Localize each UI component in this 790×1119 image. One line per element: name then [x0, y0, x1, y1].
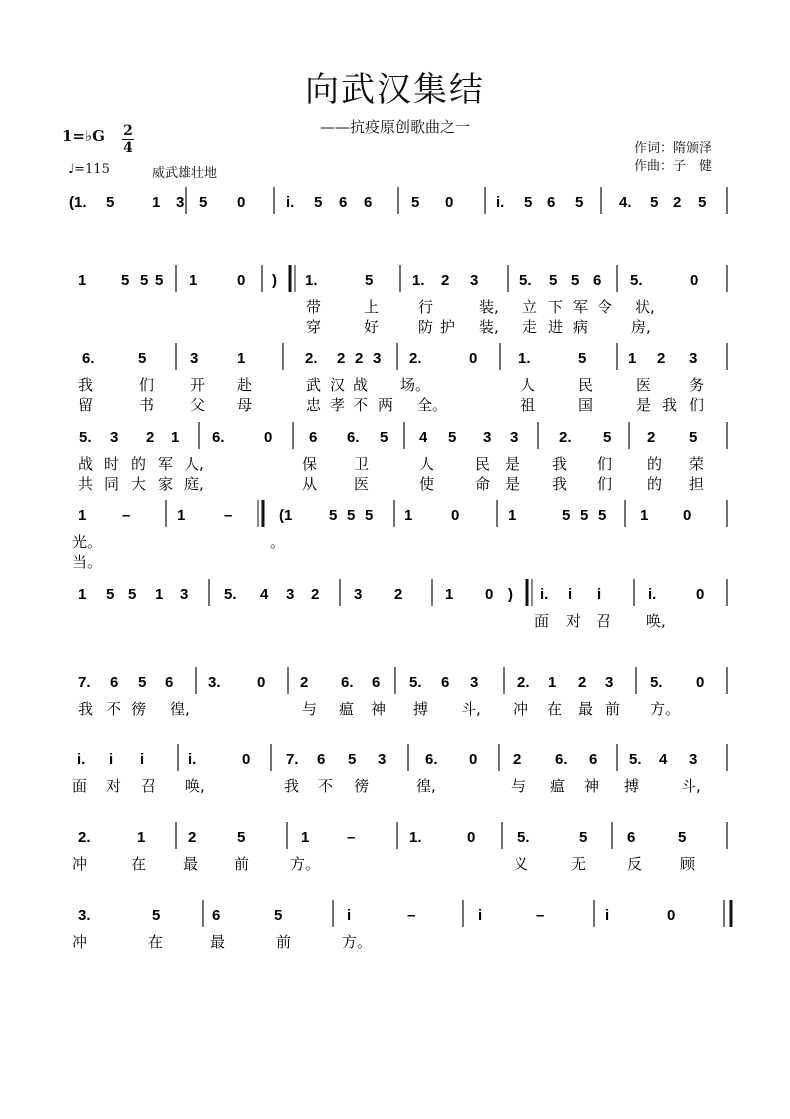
note: 2 — [355, 350, 364, 367]
lyric-syllable: 。 — [270, 533, 286, 551]
note: 2 — [311, 586, 320, 603]
lyric-syllable: 人 — [520, 376, 536, 394]
lyric-syllable: 当。 — [72, 553, 103, 571]
note: 1 — [137, 829, 146, 846]
note: 2 — [657, 350, 666, 367]
lyric-syllable: 装, — [479, 298, 499, 316]
lyric-syllable: 是 — [505, 475, 521, 493]
note: 3 — [605, 674, 614, 691]
note: 6. — [341, 674, 354, 691]
lyric-syllable: 共 — [78, 475, 94, 493]
note: 0 — [667, 907, 676, 924]
lyric-syllable: 防 — [418, 318, 434, 336]
note: 6 — [110, 674, 119, 691]
lyric-syllable: 卫 — [354, 455, 370, 473]
lyric-syllable: 令 — [597, 298, 613, 316]
note: (1 — [279, 507, 293, 524]
lyric-syllable: 徨, — [416, 777, 436, 795]
note: 3 — [190, 350, 199, 367]
note: 6 — [372, 674, 381, 691]
note: 3 — [483, 429, 492, 446]
note: i — [109, 751, 114, 768]
note: 5 — [106, 586, 115, 603]
note: 6 — [317, 751, 326, 768]
lyric-syllable: 战 — [78, 455, 94, 473]
note: 5 — [152, 907, 161, 924]
note: 5 — [140, 272, 149, 289]
note: 1 — [237, 350, 246, 367]
lyric-syllable: 母 — [237, 396, 253, 414]
note: i. — [648, 586, 657, 603]
composer-credit: 作曲：子 健 — [634, 159, 713, 174]
note: 0 — [683, 507, 692, 524]
lyric-syllable: 开 — [190, 376, 206, 394]
lyric-syllable: 行 — [418, 298, 434, 316]
note: 6 — [441, 674, 450, 691]
note: 0 — [485, 586, 494, 603]
lyric-syllable: 汉 — [330, 376, 346, 394]
note: 5 — [448, 429, 457, 446]
note: 5 — [580, 507, 589, 524]
note: 1 — [155, 586, 164, 603]
lyric-syllable: 方。 — [650, 700, 681, 718]
lyric-syllable: 面 — [72, 777, 88, 795]
note: 6 — [339, 194, 348, 211]
lyric-syllable: 命 — [475, 475, 491, 493]
note: 5 — [598, 507, 607, 524]
note: 0 — [242, 751, 251, 768]
note: i — [597, 586, 602, 603]
note: i. — [496, 194, 505, 211]
lyric-syllable: 家 — [158, 475, 174, 493]
lyric-syllable: 从 — [302, 475, 318, 493]
lyric-syllable: 方。 — [342, 933, 373, 951]
note: 3 — [180, 586, 189, 603]
lyric-syllable: 的 — [131, 455, 147, 473]
note: 1 — [508, 507, 517, 524]
lyric-syllable: 好 — [364, 318, 380, 336]
note: 5 — [347, 507, 356, 524]
note: 3 — [470, 674, 479, 691]
lyric-syllable: 对 — [566, 612, 582, 630]
note: 5 — [128, 586, 137, 603]
lyric-syllable: 房, — [631, 318, 651, 336]
note: 2 — [578, 674, 587, 691]
note: 4 — [659, 751, 668, 768]
note: 2 — [441, 272, 450, 289]
lyric-syllable: 方。 — [290, 855, 321, 873]
lyric-syllable: 徬 — [354, 777, 370, 795]
lyric-syllable: 徨, — [170, 700, 190, 718]
note: 5 — [365, 507, 374, 524]
lyric-syllable: 斗, — [461, 700, 481, 718]
note: 5 — [314, 194, 323, 211]
note: i — [568, 586, 573, 603]
note: 3 — [354, 586, 363, 603]
lyric-syllable: 瘟 — [339, 700, 355, 718]
note: 6 — [212, 907, 221, 924]
lyric-syllable: 我 — [552, 475, 568, 493]
note: 0 — [469, 751, 478, 768]
lyric-syllable: 战 — [353, 376, 369, 394]
lyric-syllable: 的 — [647, 455, 663, 473]
lyric-syllable: 留 — [78, 396, 94, 414]
lyric-syllable: 是 — [636, 396, 652, 414]
note: 6 — [309, 429, 318, 446]
note: 1 — [628, 350, 637, 367]
note: 5. — [517, 829, 530, 846]
lyric-syllable: 父 — [190, 396, 206, 414]
note: 5 — [138, 674, 147, 691]
note: 0 — [237, 272, 246, 289]
lyric-syllable: 保 — [302, 455, 318, 473]
note: 2 — [673, 194, 682, 211]
time-signature-bottom: 4 — [123, 140, 133, 156]
note: 3 — [689, 751, 698, 768]
note: 5 — [549, 272, 558, 289]
note: 4 — [260, 586, 269, 603]
lyric-syllable: 两 — [378, 396, 394, 414]
note: 5. — [409, 674, 422, 691]
lyric-syllable: 我 — [78, 376, 94, 394]
note: 5 — [603, 429, 612, 446]
note: i — [347, 907, 352, 924]
lyric-syllable: 们 — [689, 396, 705, 414]
note: i. — [188, 751, 197, 768]
note: 1. — [409, 829, 422, 846]
note: 6. — [347, 429, 360, 446]
note: 6 — [589, 751, 598, 768]
lyric-syllable: 时 — [104, 455, 120, 473]
lyric-syllable: 斗, — [681, 777, 701, 795]
lyric-syllable: 冲 — [72, 933, 88, 951]
note: 0 — [264, 429, 273, 446]
note: (1. — [69, 194, 87, 211]
note: 5 — [106, 194, 115, 211]
lyric-syllable: 搏 — [624, 777, 640, 795]
note: 3 — [378, 751, 387, 768]
note: – — [122, 507, 131, 524]
note: 5 — [678, 829, 687, 846]
lyric-syllable: 神 — [584, 777, 600, 795]
lyric-syllable: 我 — [78, 700, 94, 718]
note: 2 — [647, 429, 656, 446]
note: 3 — [689, 350, 698, 367]
note: 1 — [189, 272, 198, 289]
note: 2 — [188, 829, 197, 846]
lyric-syllable: 唤, — [646, 612, 666, 630]
note: i. — [77, 751, 86, 768]
note: 0 — [696, 674, 705, 691]
lyric-syllable: 我 — [552, 455, 568, 473]
lyric-syllable: 徬 — [131, 700, 147, 718]
note: 5. — [629, 751, 642, 768]
note: 0 — [690, 272, 699, 289]
lyric-syllable: 人 — [419, 455, 435, 473]
lyric-syllable: 场。 — [400, 376, 431, 394]
note: 5. — [79, 429, 92, 446]
note: 7. — [78, 674, 91, 691]
lyric-syllable: 祖 — [520, 396, 536, 414]
note: 5. — [630, 272, 643, 289]
note: 5. — [650, 674, 663, 691]
note: 6 — [593, 272, 602, 289]
note: i. — [540, 586, 549, 603]
note: 5 — [237, 829, 246, 846]
lyric-syllable: 最 — [210, 933, 226, 951]
lyric-syllable: 们 — [597, 475, 613, 493]
note: 5 — [138, 350, 147, 367]
note: 5 — [575, 194, 584, 211]
note: 0 — [696, 586, 705, 603]
note: i — [140, 751, 145, 768]
time-signature-top: 2 — [123, 123, 133, 139]
note: 1 — [78, 507, 87, 524]
song-title: 向武汉集结 — [305, 70, 485, 110]
song-subtitle: ——抗疫原创歌曲之一 — [319, 118, 470, 136]
note: 5 — [579, 829, 588, 846]
note: 5 — [562, 507, 571, 524]
note: 2. — [559, 429, 572, 446]
lyric-syllable: 护 — [440, 318, 456, 336]
note: 4 — [419, 429, 428, 446]
note: 0 — [257, 674, 266, 691]
note: i — [478, 907, 483, 924]
note: ) — [272, 272, 277, 289]
lyric-syllable: 无 — [571, 855, 587, 873]
lyric-syllable: 在 — [547, 700, 563, 718]
note: 2. — [305, 350, 318, 367]
lyric-syllable: 穿 — [306, 318, 322, 336]
lyric-syllable: 病 — [573, 318, 589, 336]
lyric-syllable: 光。 — [72, 533, 103, 551]
note: 3 — [176, 194, 185, 211]
note: 0 — [237, 194, 246, 211]
note: ) — [508, 586, 513, 603]
note: 1 — [78, 272, 87, 289]
note: 6. — [555, 751, 568, 768]
note: 3. — [78, 907, 91, 924]
lyric-syllable: 大 — [131, 475, 147, 493]
lyric-syllable: 走 — [522, 318, 538, 336]
lyric-syllable: 对 — [106, 777, 122, 795]
note: 1 — [548, 674, 557, 691]
lyric-syllable: 医 — [354, 475, 370, 493]
lyric-syllable: 务 — [689, 376, 705, 394]
lyric-syllable: 装, — [479, 318, 499, 336]
note: 5 — [365, 272, 374, 289]
note: 0 — [467, 829, 476, 846]
lyric-syllable: 神 — [371, 700, 387, 718]
lyric-syllable: 带 — [306, 298, 322, 316]
note: 5 — [274, 907, 283, 924]
lyric-syllable: 进 — [548, 318, 564, 336]
note: 5 — [329, 507, 338, 524]
note: 6 — [547, 194, 556, 211]
note: 5 — [698, 194, 707, 211]
lyric-syllable: 我 — [284, 777, 300, 795]
lyric-syllable: 们 — [597, 455, 613, 473]
note: 5. — [224, 586, 237, 603]
lyric-syllable: 在 — [131, 855, 147, 873]
note: 1 — [640, 507, 649, 524]
lyric-syllable: 书 — [139, 396, 155, 414]
note: 3 — [286, 586, 295, 603]
note: 2. — [517, 674, 530, 691]
lyric-syllable: 与 — [302, 700, 318, 718]
note: 5 — [524, 194, 533, 211]
lyric-syllable: 全。 — [417, 396, 448, 414]
lyric-syllable: 军 — [573, 298, 589, 316]
note: 6. — [212, 429, 225, 446]
lyric-syllable: 不 — [106, 700, 122, 718]
lyric-syllable: 召 — [596, 612, 612, 630]
lyric-syllable: 下 — [548, 298, 564, 316]
note: 1 — [301, 829, 310, 846]
lyricist-credit: 作词：隋颁泽 — [634, 141, 713, 156]
note: – — [347, 829, 356, 846]
lyric-syllable: 义 — [513, 855, 529, 873]
lyric-syllable: 召 — [141, 777, 157, 795]
lyric-syllable: 面 — [534, 612, 550, 630]
note: 1 — [171, 429, 180, 446]
note: 7. — [286, 751, 299, 768]
expression-marking: 威武雄壮地 — [152, 166, 218, 181]
key-signature: 1=♭G — [62, 127, 105, 145]
lyric-syllable: 民 — [475, 455, 491, 473]
lyric-syllable: 唤, — [185, 777, 205, 795]
lyric-syllable: 孝 — [330, 396, 346, 414]
note: 5 — [121, 272, 130, 289]
note: 5 — [155, 272, 164, 289]
note: 2 — [300, 674, 309, 691]
lyric-syllable: 在 — [148, 933, 164, 951]
lyric-syllable: 赴 — [237, 376, 253, 394]
note: 0 — [445, 194, 454, 211]
lyric-syllable: 前 — [234, 855, 250, 873]
lyric-syllable: 前 — [276, 933, 292, 951]
lyric-syllable: 反 — [627, 855, 643, 873]
lyric-syllable: 民 — [578, 376, 594, 394]
note: 5 — [650, 194, 659, 211]
lyric-syllable: 瘟 — [550, 777, 566, 795]
note: 6 — [165, 674, 174, 691]
lyric-syllable: 搏 — [413, 700, 429, 718]
lyric-syllable: 不 — [318, 777, 334, 795]
note: 6. — [425, 751, 438, 768]
note: 2. — [409, 350, 422, 367]
note: 1. — [305, 272, 318, 289]
note: i — [605, 907, 610, 924]
lyric-syllable: 担 — [689, 475, 705, 493]
lyric-syllable: 忠 — [306, 396, 322, 414]
note: 5 — [571, 272, 580, 289]
lyric-syllable: 立 — [522, 298, 538, 316]
note: 1. — [412, 272, 425, 289]
note: – — [407, 907, 416, 924]
note: – — [536, 907, 545, 924]
note: 3 — [510, 429, 519, 446]
note: 3 — [470, 272, 479, 289]
note: 2 — [394, 586, 403, 603]
lyric-syllable: 使 — [419, 475, 435, 493]
note: 0 — [469, 350, 478, 367]
note: 3. — [208, 674, 221, 691]
lyric-syllable: 冲 — [513, 700, 529, 718]
lyric-syllable: 状, — [635, 298, 655, 316]
note: – — [224, 507, 233, 524]
lyric-syllable: 前 — [605, 700, 621, 718]
lyric-syllable: 的 — [647, 475, 663, 493]
note: 2 — [337, 350, 346, 367]
lyric-syllable: 国 — [578, 396, 594, 414]
note: 6 — [364, 194, 373, 211]
note: 1 — [445, 586, 454, 603]
note: 2 — [513, 751, 522, 768]
note: 6 — [627, 829, 636, 846]
note: 5 — [380, 429, 389, 446]
note: 0 — [451, 507, 460, 524]
lyric-syllable: 军 — [158, 455, 174, 473]
note: 2. — [78, 829, 91, 846]
note: 5 — [578, 350, 587, 367]
lyric-syllable: 冲 — [72, 855, 88, 873]
lyric-syllable: 上 — [364, 298, 380, 316]
lyric-syllable: 荣 — [689, 455, 705, 473]
lyric-syllable: 医 — [636, 376, 652, 394]
note: 1 — [78, 586, 87, 603]
note: 4. — [619, 194, 632, 211]
note: 6. — [82, 350, 95, 367]
lyric-syllable: 庭, — [184, 475, 204, 493]
lyric-syllable: 同 — [104, 475, 120, 493]
note: 2 — [146, 429, 155, 446]
lyric-syllable: 顾 — [680, 855, 696, 873]
note: 1 — [404, 507, 413, 524]
lyric-syllable: 武 — [306, 376, 322, 394]
note: i. — [286, 194, 295, 211]
note: 5 — [411, 194, 420, 211]
lyric-syllable: 最 — [578, 700, 594, 718]
note: 1 — [152, 194, 161, 211]
lyric-syllable: 不 — [353, 396, 369, 414]
note: 1. — [518, 350, 531, 367]
lyric-syllable: 们 — [139, 376, 155, 394]
note: 5 — [689, 429, 698, 446]
note: 5 — [199, 194, 208, 211]
tempo-marking: ♩=115 — [68, 162, 110, 177]
lyric-syllable: 与 — [511, 777, 527, 795]
note: 5. — [519, 272, 532, 289]
lyric-syllable: 最 — [183, 855, 199, 873]
lyric-syllable: 我 — [662, 396, 678, 414]
lyric-syllable: 是 — [505, 455, 521, 473]
note: 3 — [110, 429, 119, 446]
note: 3 — [373, 350, 382, 367]
lyric-syllable: 人, — [184, 455, 204, 473]
note: 1 — [177, 507, 186, 524]
note: 5 — [348, 751, 357, 768]
